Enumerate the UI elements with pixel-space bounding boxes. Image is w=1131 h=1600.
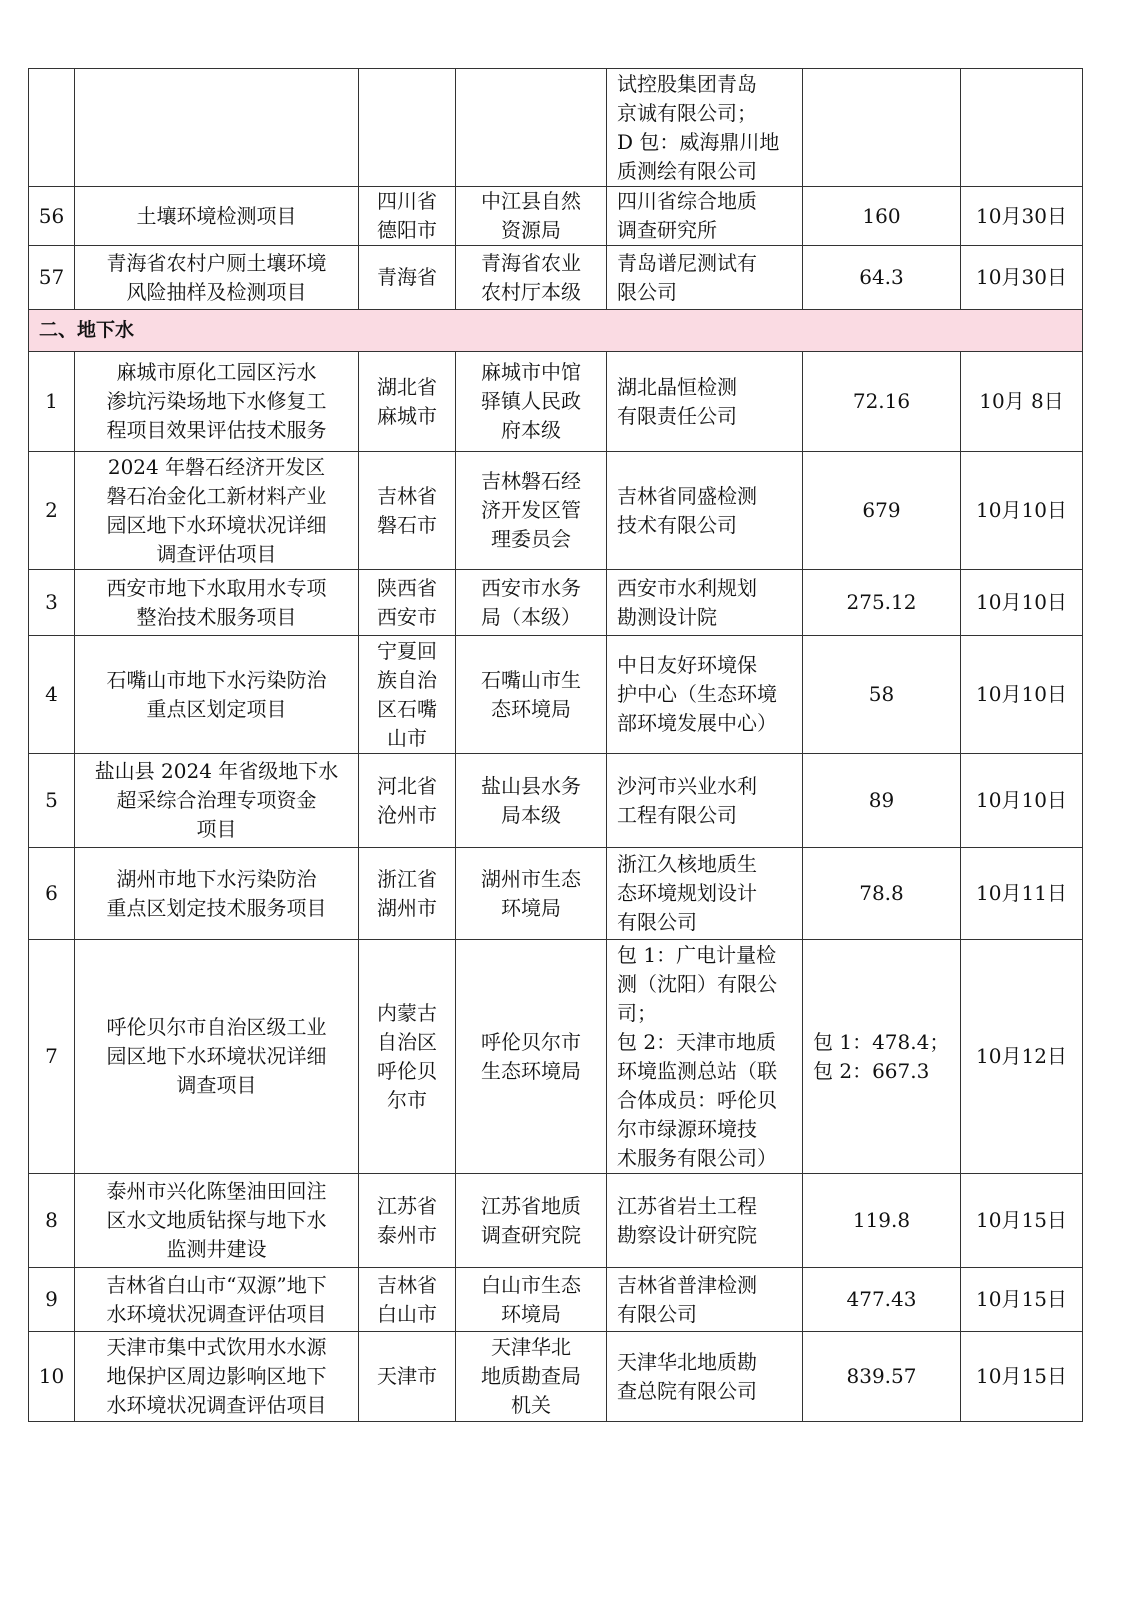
- cell-text-line: 护中心（生态环境: [617, 682, 777, 706]
- cell-project-name: [75, 352, 359, 452]
- cell-text-line: 119.8: [852, 1208, 911, 1232]
- cell-region: [359, 1174, 456, 1268]
- cell-purchaser: [456, 636, 607, 754]
- cell-purchaser: [456, 570, 607, 636]
- cell-text-line: 天津华北地质勘: [617, 1349, 757, 1374]
- cell-text-line: 包 1：478.4；: [813, 1029, 950, 1054]
- table-row: [29, 1332, 1083, 1422]
- cell-region: [359, 754, 456, 848]
- cell-supplier: [607, 1332, 803, 1422]
- cell-project-name: [75, 246, 359, 310]
- cell-number: 9: [29, 1268, 75, 1332]
- cell-supplier: [607, 940, 803, 1174]
- cell-text-line: 项目: [196, 817, 237, 841]
- cell-text-line: 区水文地质钻探与地下水: [106, 1208, 327, 1232]
- cell-supplier: [607, 636, 803, 754]
- cell-text-line: 江苏省岩土工程: [617, 1193, 757, 1218]
- cell-date: [961, 69, 1083, 187]
- cell-supplier: [607, 1174, 803, 1268]
- cell-text-line: 吉林省同盛检测: [617, 483, 757, 508]
- cell-date: 10月12日: [961, 940, 1083, 1174]
- cell-region: [359, 636, 456, 754]
- cell-text-line: 石嘴山市生: [481, 667, 581, 692]
- cell-text-line: 四川省综合地质: [617, 189, 757, 213]
- cell-text-line: 天津市: [377, 1364, 437, 1388]
- cell-text-line: 农村厅本级: [481, 279, 581, 304]
- cell-text-line: D 包：威海鼎川地: [617, 129, 780, 154]
- cell-text-line: 勘测设计院: [617, 604, 717, 629]
- cell-project-name: [75, 754, 359, 848]
- cell-text-line: 湖州市: [377, 895, 437, 920]
- cell-number: 5: [29, 754, 75, 848]
- table-row: [29, 69, 1083, 187]
- cell-number: 3: [29, 570, 75, 636]
- cell-number: 8: [29, 1174, 75, 1268]
- cell-purchaser: [456, 1174, 607, 1268]
- section-title: 二、地下水: [29, 310, 1083, 352]
- cell-text-line: 调查研究所: [617, 218, 717, 242]
- cell-project-name: [75, 69, 359, 187]
- cell-text-line: 89: [868, 788, 895, 812]
- cell-text-line: 麻城市: [377, 403, 437, 428]
- cell-number: [29, 69, 75, 187]
- cell-region: [359, 352, 456, 452]
- cell-text-line: 78.8: [859, 881, 904, 905]
- cell-date: 10月11日: [961, 848, 1083, 940]
- cell-purchaser: [456, 1268, 607, 1332]
- cell-amount: [803, 452, 961, 570]
- cell-amount: [803, 570, 961, 636]
- cell-text-line: 盐山县水务: [481, 773, 581, 798]
- cell-supplier: [607, 352, 803, 452]
- cell-text-line: 麻城市原化工园区污水: [116, 360, 317, 384]
- cell-text-line: 包 1：广电计量检: [617, 942, 777, 967]
- cell-text-line: 有限公司: [617, 1301, 697, 1326]
- cell-date: 10月10日: [961, 452, 1083, 570]
- cell-number: 1: [29, 352, 75, 452]
- cell-region: [359, 1268, 456, 1332]
- cell-region: [359, 940, 456, 1174]
- cell-text-line: 西安市地下水取用水专项: [106, 575, 327, 600]
- cell-number: 2: [29, 452, 75, 570]
- cell-text-line: 园区地下水环境状况详细: [106, 1044, 327, 1068]
- cell-supplier: [607, 452, 803, 570]
- cell-project-name: [75, 1268, 359, 1332]
- cell-number: 6: [29, 848, 75, 940]
- cell-text-line: 部环境发展中心）: [617, 711, 777, 735]
- table-row: [29, 1268, 1083, 1332]
- cell-text-line: 尔市绿源环境技: [617, 1116, 757, 1141]
- cell-supplier: [607, 246, 803, 310]
- cell-region: [359, 246, 456, 310]
- cell-text-line: 尔市: [387, 1087, 427, 1112]
- cell-text-line: 江苏省: [377, 1193, 437, 1218]
- table-row: [29, 848, 1083, 940]
- cell-text-line: 整治技术服务项目: [136, 604, 297, 629]
- cell-amount: [803, 69, 961, 187]
- cell-text-line: 包 2：667.3: [813, 1058, 930, 1083]
- cell-text-line: 天津华北: [491, 1335, 571, 1359]
- cell-text-line: 济开发区管: [481, 498, 581, 522]
- cell-text-line: 重点区划定项目: [146, 696, 287, 721]
- cell-text-line: 呼伦贝尔市自治区级工业: [106, 1015, 327, 1039]
- cell-text-line: 有限责任公司: [617, 403, 737, 428]
- cell-text-line: 水环境状况调查评估项目: [106, 1301, 327, 1326]
- cell-text-line: 监测井建设: [166, 1237, 267, 1261]
- cell-project-name: [75, 636, 359, 754]
- cell-purchaser: [456, 187, 607, 246]
- cell-text-line: 府本级: [501, 418, 561, 442]
- cell-text-line: 合体成员：呼伦贝: [617, 1087, 777, 1112]
- cell-text-line: 泰州市: [377, 1222, 437, 1247]
- cell-text-line: 驿镇人民政: [481, 389, 581, 413]
- cell-text-line: 白山市: [377, 1301, 437, 1326]
- cell-amount: [803, 848, 961, 940]
- cell-date: 10月10日: [961, 754, 1083, 848]
- cell-supplier: [607, 187, 803, 246]
- section-header-row: [29, 310, 1083, 352]
- cell-text-line: 麻城市中馆: [481, 360, 581, 384]
- cell-text-line: 吉林省: [377, 1272, 437, 1297]
- cell-text-line: 58: [868, 682, 895, 706]
- cell-region: [359, 848, 456, 940]
- cell-purchaser: [456, 1332, 607, 1422]
- cell-text-line: 湖北晶恒检测: [617, 374, 737, 399]
- cell-text-line: 中江县自然: [481, 189, 581, 213]
- cell-text-line: 资源局: [501, 218, 561, 242]
- cell-text-line: 山市: [387, 725, 427, 750]
- cell-text-line: 内蒙古: [377, 1000, 437, 1025]
- cell-project-name: [75, 452, 359, 570]
- cell-amount: [803, 187, 961, 246]
- cell-text-line: 160: [862, 203, 901, 228]
- cell-supplier: [607, 1268, 803, 1332]
- cell-text-line: 湖北省: [377, 374, 437, 399]
- cell-text-line: 呼伦贝: [377, 1058, 437, 1083]
- cell-text-line: 重点区划定技术服务项目: [106, 895, 327, 920]
- cell-number: 7: [29, 940, 75, 1174]
- cell-text-line: 磐石市: [377, 512, 437, 537]
- cell-text-line: 调查研究院: [481, 1222, 581, 1247]
- cell-purchaser: [456, 352, 607, 452]
- cell-supplier: [607, 754, 803, 848]
- cell-text-line: 吉林省白山市“双源”地下: [106, 1272, 327, 1297]
- cell-text-line: 839.57: [846, 1364, 917, 1388]
- cell-text-line: 有限公司: [617, 910, 697, 934]
- table-row: [29, 636, 1083, 754]
- cell-text-line: 司；: [617, 1000, 657, 1025]
- cell-text-line: 自治区: [377, 1029, 437, 1054]
- cell-text-line: 程项目效果评估技术服务: [106, 418, 327, 442]
- cell-amount: [803, 1174, 961, 1268]
- table-row: [29, 452, 1083, 570]
- cell-number: 56: [29, 187, 75, 246]
- cell-project-name: [75, 187, 359, 246]
- table-body-groundwater: [29, 352, 1083, 1422]
- cell-date: 10月15日: [961, 1174, 1083, 1268]
- cell-region: [359, 1332, 456, 1422]
- cell-text-line: 西安市水务: [481, 575, 581, 600]
- cell-region: [359, 187, 456, 246]
- cell-text-line: 调查评估项目: [156, 541, 277, 566]
- cell-text-line: 局本级: [501, 802, 561, 827]
- cell-text-line: 态环境局: [491, 696, 571, 721]
- cell-text-line: 环境局: [501, 895, 561, 920]
- cell-region: [359, 69, 456, 187]
- cell-text-line: 四川省: [377, 189, 437, 213]
- cell-date: 10月30日: [961, 187, 1083, 246]
- cell-purchaser: [456, 940, 607, 1174]
- cell-date: 10月10日: [961, 636, 1083, 754]
- cell-text-line: 京诚有限公司；: [617, 100, 757, 125]
- cell-text-line: 态环境规划设计: [617, 881, 757, 905]
- cell-text-line: 风险抽样及检测项目: [126, 279, 307, 304]
- cell-text-line: 质测绘有限公司: [617, 158, 757, 183]
- cell-text-line: 河北省: [377, 773, 437, 798]
- cell-text-line: 沙河市兴业水利: [617, 773, 757, 798]
- cell-text-line: 青海省农业: [481, 250, 581, 275]
- cell-text-line: 盐山县 2024 年省级地下水: [94, 759, 339, 783]
- cell-project-name: [75, 848, 359, 940]
- cell-purchaser: [456, 452, 607, 570]
- cell-amount: [803, 1332, 961, 1422]
- cell-text-line: 2024 年磐石经济开发区: [107, 454, 326, 479]
- cell-text-line: 勘察设计研究院: [617, 1222, 757, 1247]
- cell-text-line: 地质勘查局: [481, 1364, 581, 1388]
- cell-text-line: 沧州市: [377, 802, 437, 827]
- cell-text-line: 白山市生态: [481, 1272, 581, 1297]
- cell-text-line: 技术有限公司: [617, 512, 737, 537]
- cell-text-line: 理委员会: [491, 527, 571, 551]
- table-row: [29, 754, 1083, 848]
- cell-text-line: 生态环境局: [481, 1058, 581, 1083]
- table-body-section: [29, 310, 1083, 352]
- cell-text-line: 72.16: [852, 389, 911, 413]
- cell-amount: [803, 636, 961, 754]
- cell-text-line: 测（沈阳）有限公: [617, 971, 777, 996]
- cell-text-line: 64.3: [859, 265, 904, 289]
- table-row: [29, 1174, 1083, 1268]
- cell-project-name: [75, 1332, 359, 1422]
- table-row: [29, 940, 1083, 1174]
- cell-text-line: 限公司: [617, 279, 677, 304]
- cell-amount: [803, 246, 961, 310]
- cell-text-line: 泰州市兴化陈堡油田回注: [106, 1179, 327, 1203]
- cell-text-line: 西安市: [377, 604, 437, 629]
- cell-text-line: 青海省农村户厕土壤环境: [106, 250, 327, 275]
- cell-project-name: [75, 940, 359, 1174]
- cell-text-line: 土壤环境检测项目: [136, 203, 297, 228]
- cell-text-line: 渗坑污染场地下水修复工: [106, 389, 327, 413]
- table-row: [29, 570, 1083, 636]
- table-row: [29, 352, 1083, 452]
- cell-text-line: 德阳市: [377, 218, 437, 242]
- cell-text-line: 浙江省: [377, 866, 437, 891]
- procurement-table: [28, 68, 1083, 1422]
- cell-region: [359, 452, 456, 570]
- cell-text-line: 包 2：天津市地质: [617, 1029, 777, 1054]
- cell-purchaser: [456, 848, 607, 940]
- cell-text-line: 中日友好环境保: [617, 653, 757, 677]
- cell-region: [359, 570, 456, 636]
- cell-text-line: 吉林磐石经: [481, 469, 581, 493]
- cell-text-line: 陕西省: [377, 575, 437, 600]
- table-body-soil: [29, 69, 1083, 310]
- cell-number: 4: [29, 636, 75, 754]
- cell-text-line: 水环境状况调查评估项目: [106, 1393, 327, 1417]
- cell-text-line: 查总院有限公司: [617, 1378, 757, 1403]
- cell-text-line: 天津市集中式饮用水水源: [106, 1335, 327, 1359]
- cell-date: 10月15日: [961, 1332, 1083, 1422]
- cell-amount: [803, 352, 961, 452]
- cell-text-line: 族自治: [377, 667, 437, 692]
- cell-text-line: 宁夏回: [377, 638, 437, 663]
- cell-supplier: [607, 69, 803, 187]
- cell-project-name: [75, 1174, 359, 1268]
- cell-date: 10月10日: [961, 570, 1083, 636]
- cell-number: 10: [29, 1332, 75, 1422]
- cell-text-line: 试控股集团青岛: [617, 71, 757, 96]
- cell-text-line: 环境监测总站（联: [617, 1058, 777, 1083]
- cell-text-line: 湖州市地下水污染防治: [116, 866, 317, 891]
- cell-text-line: 环境局: [501, 1301, 561, 1326]
- table-row: [29, 246, 1083, 310]
- cell-text-line: 区石嘴: [377, 696, 437, 721]
- cell-text-line: 磐石冶金化工新材料产业: [106, 483, 327, 508]
- cell-date: 10月15日: [961, 1268, 1083, 1332]
- cell-text-line: 青岛谱尼测试有: [617, 250, 757, 275]
- cell-date: 10月 8日: [961, 352, 1083, 452]
- cell-purchaser: [456, 69, 607, 187]
- cell-text-line: 园区地下水环境状况详细: [106, 512, 327, 537]
- cell-text-line: 江苏省地质: [481, 1193, 581, 1218]
- cell-purchaser: [456, 754, 607, 848]
- cell-amount: [803, 940, 961, 1174]
- cell-text-line: 地保护区周边影响区地下: [106, 1364, 327, 1388]
- cell-amount: [803, 754, 961, 848]
- cell-text-line: 石嘴山市地下水污染防治: [106, 667, 327, 692]
- table-row: [29, 187, 1083, 246]
- cell-date: 10月30日: [961, 246, 1083, 310]
- cell-text-line: 吉林省: [377, 483, 437, 508]
- cell-text-line: 机关: [511, 1393, 551, 1417]
- cell-text-line: 调查项目: [176, 1073, 257, 1097]
- cell-text-line: 吉林省普津检测: [617, 1272, 757, 1297]
- cell-text-line: 术服务有限公司）: [617, 1145, 777, 1170]
- cell-text-line: 呼伦贝尔市: [481, 1029, 581, 1054]
- cell-text-line: 275.12: [846, 590, 917, 614]
- cell-text-line: 青海省: [377, 265, 437, 289]
- cell-purchaser: [456, 246, 607, 310]
- cell-supplier: [607, 570, 803, 636]
- cell-number: 57: [29, 246, 75, 310]
- cell-text-line: 679: [862, 498, 901, 522]
- cell-text-line: 477.43: [846, 1287, 917, 1311]
- cell-supplier: [607, 848, 803, 940]
- cell-project-name: [75, 570, 359, 636]
- cell-text-line: 湖州市生态: [481, 866, 581, 891]
- cell-text-line: 工程有限公司: [617, 802, 737, 827]
- cell-text-line: 局（本级）: [481, 604, 581, 629]
- cell-text-line: 浙江久核地质生: [617, 852, 757, 876]
- cell-text-line: 超采综合治理专项资金: [116, 788, 317, 812]
- cell-text-line: 西安市水利规划: [617, 575, 757, 600]
- cell-amount: [803, 1268, 961, 1332]
